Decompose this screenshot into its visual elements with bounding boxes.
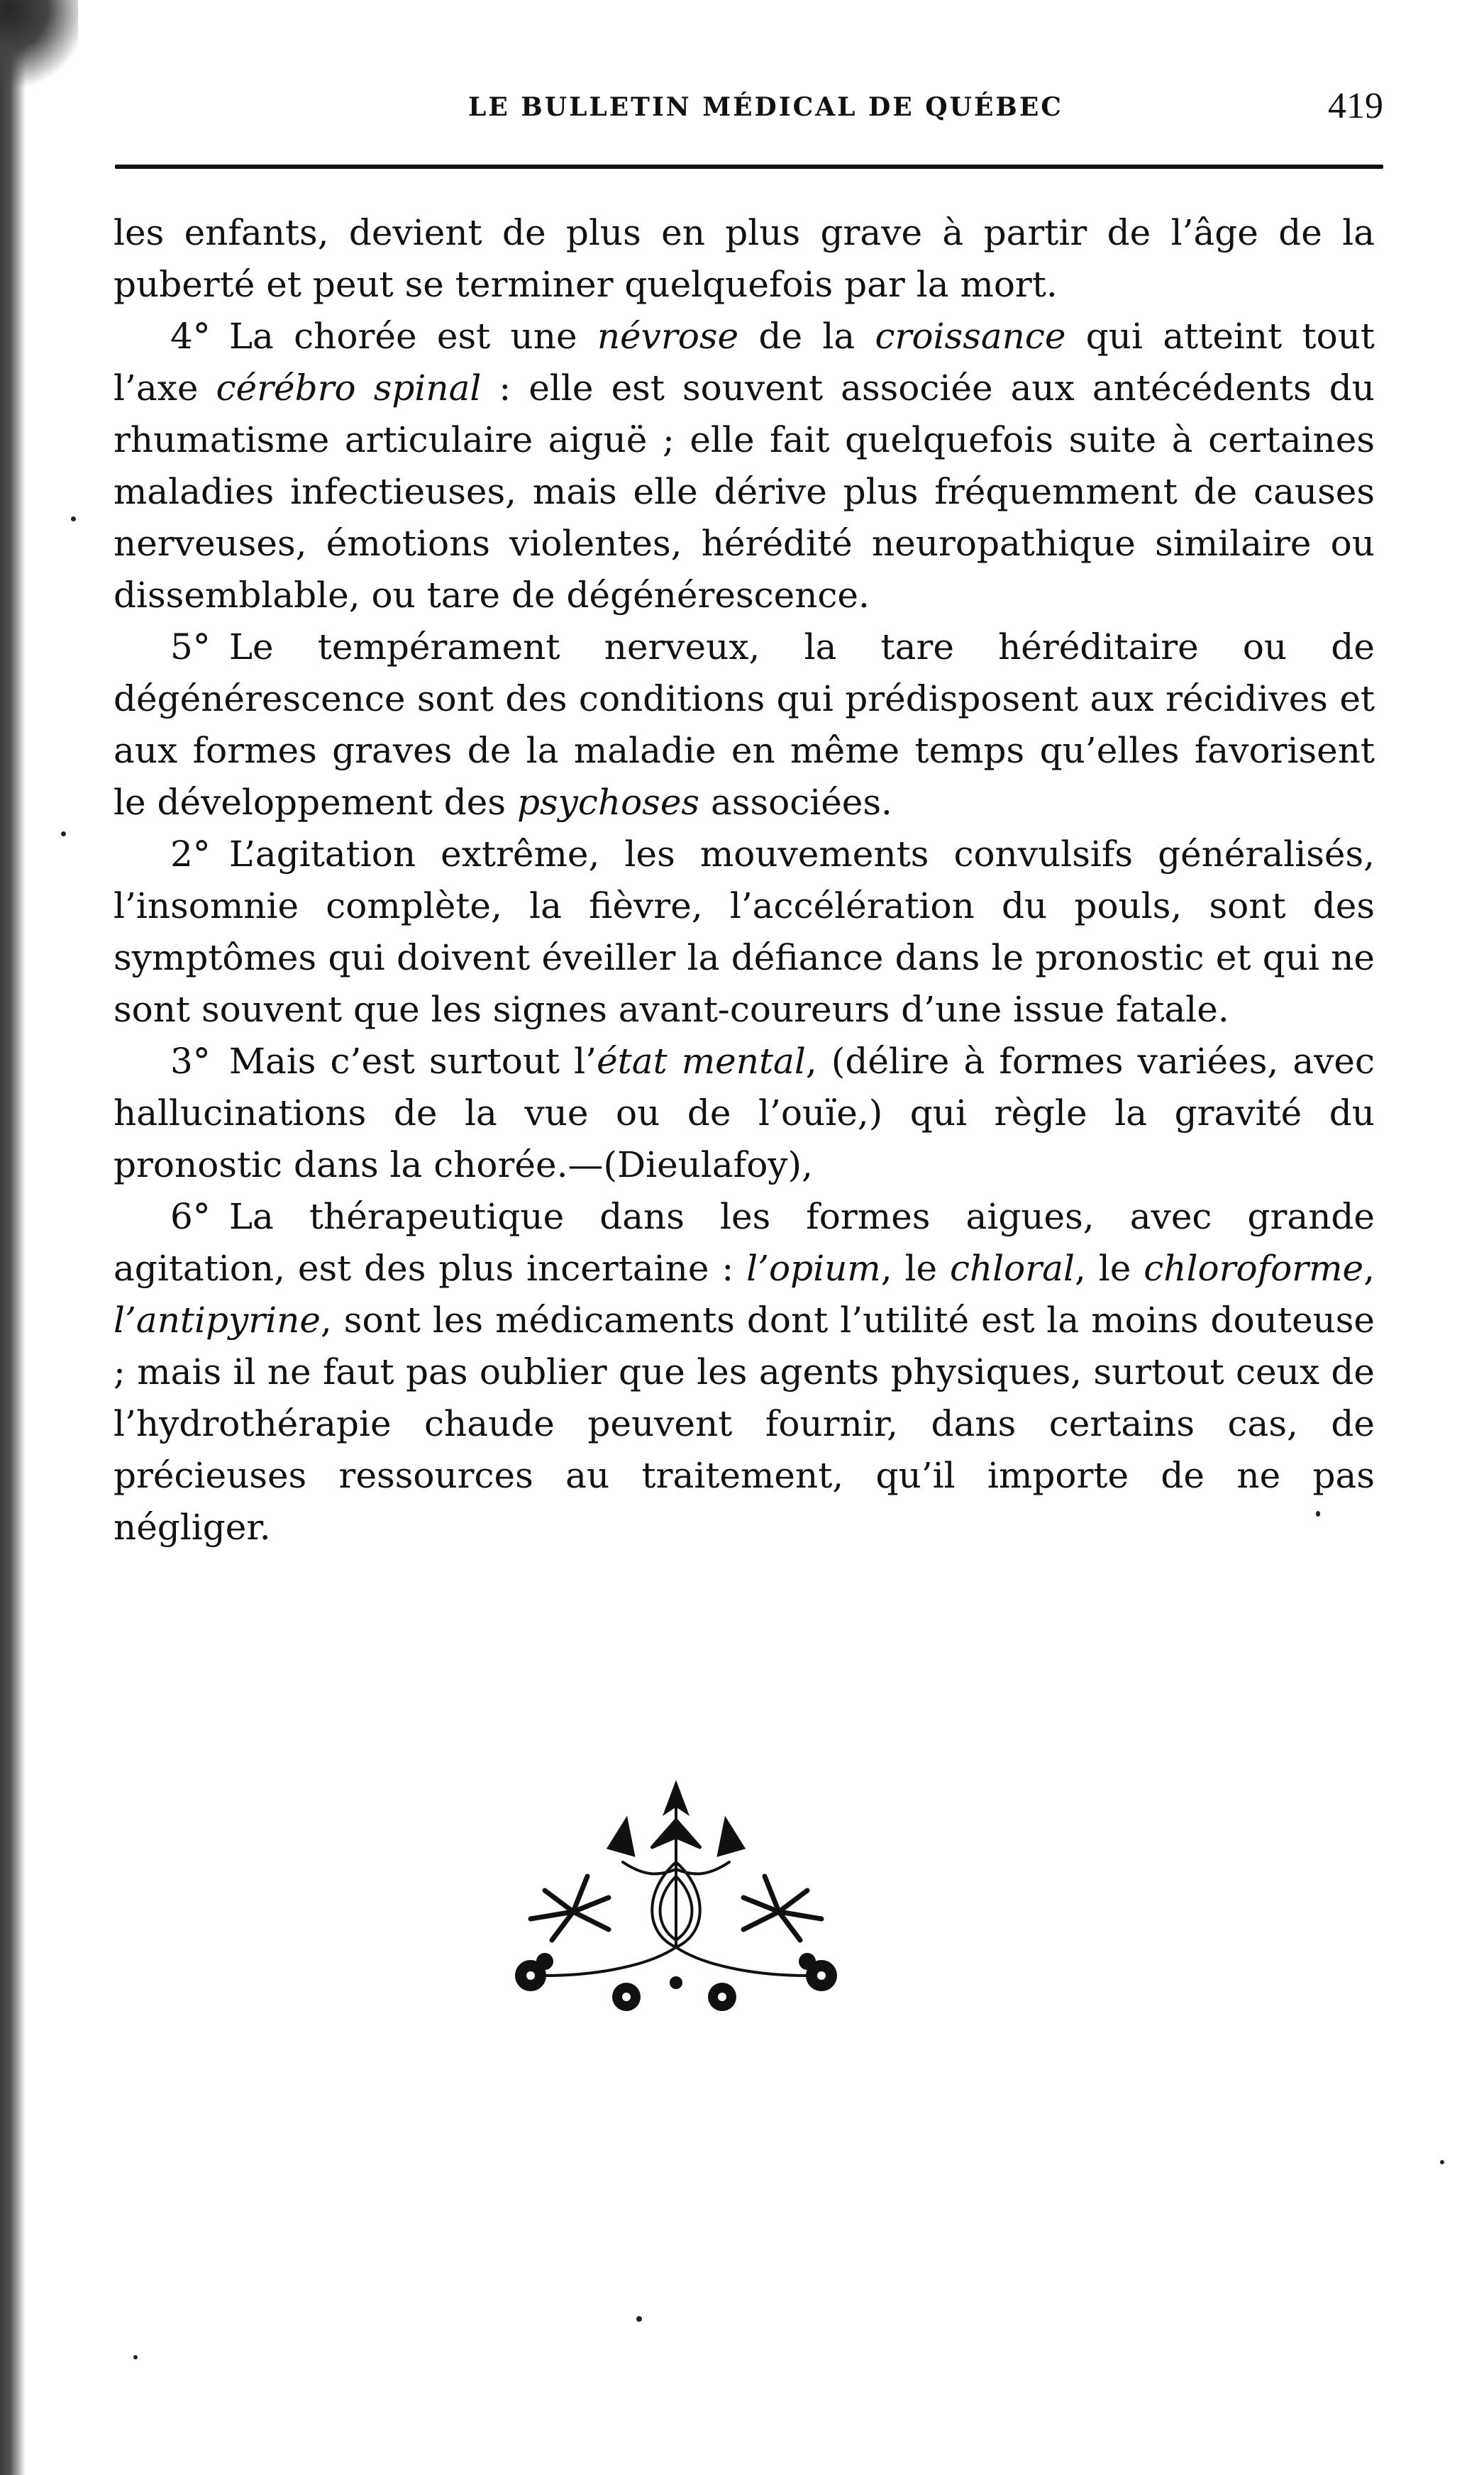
ornament-leaf (719, 1820, 743, 1855)
text-run: Mais c’est surtout l’ (228, 1041, 597, 1082)
text-run: , sont les médicaments dont l’utilité est la moins douteuse ; mais il ne faut pas oublier que les agents physiques, surtout ceux de l’hydrothérapie chaude peuvent fournir, dans certains cas, de précieuses ressources au traitement, qu’il importe de ne pas négliger. (113, 1300, 1375, 1548)
paragraph-numbered (113, 1191, 1375, 1554)
paragraph-numbered (113, 621, 1375, 829)
text-run: , (1363, 1248, 1375, 1289)
text-run: , le (880, 1248, 950, 1289)
ornament-branch (545, 1947, 676, 1976)
text-run: les enfants, devient de plus en plus grave à partir de l’âge de la puberté et peut se terminer quelquefois par la mort. (113, 212, 1375, 305)
scan-speck (61, 831, 66, 836)
italic-term: chloroforme (1144, 1248, 1364, 1289)
italic-term: l’antipyrine (113, 1300, 321, 1341)
scan-speck (71, 516, 76, 521)
text-run: associées. (699, 782, 892, 823)
ornament-tendril (676, 1862, 729, 1874)
ornament-branch (676, 1947, 807, 1976)
running-title: LE BULLETIN MÉDICAL DE QUÉBEC (468, 92, 1063, 122)
ornament-flower (799, 1953, 816, 1970)
ornament-tendril (676, 1876, 692, 1940)
italic-term: cérébro spinal (216, 367, 482, 409)
italic-term: psychoses (516, 782, 700, 823)
paragraph-numbered (113, 829, 1375, 1036)
ornament-leaf (609, 1820, 633, 1855)
italic-term: état mental (597, 1041, 806, 1082)
text-run: qui atteint tout l’axe (113, 316, 1375, 409)
article-body (113, 207, 1375, 1554)
scan-edge (0, 0, 26, 2475)
paragraph-numbered (113, 311, 1375, 621)
scan-speck (636, 2316, 642, 2322)
page-number: 419 (1328, 86, 1383, 126)
paragraph-number: 3° (170, 1041, 211, 1082)
paragraph-number: 4° (170, 316, 211, 357)
ornament-leaf (743, 1876, 821, 1940)
italic-term: névrose (597, 316, 739, 357)
floral-ornament-icon (502, 1770, 850, 2025)
italic-term: chloral (949, 1248, 1075, 1289)
ornament-flower (670, 1976, 682, 1989)
text-run: Le tempérament nerveux, la tare héréditaire ou de dégénérescence sont des conditions qui prédisposent aux récidives et aux formes graves de la maladie en même temps qu’elles favorisent le développement des (113, 626, 1375, 823)
scan-speck (133, 2355, 138, 2359)
ornament-leaf (531, 1876, 609, 1940)
text-run: , (délire à formes variées, avec hallucinations de la vue ou de l’ouïe,) qui règle la gravité du pronostic dans la chorée.—(Dieulafoy), (113, 1041, 1375, 1185)
paragraph-numbered (113, 1036, 1375, 1191)
page-header (113, 85, 1383, 142)
text-run: de la (738, 316, 875, 357)
text-run: : elle est souvent associée aux antécédents du rhumatisme articulaire aiguë ; elle fait quelquefois suite à certaines maladies infectieuses, mais elle dérive plus fréquemment de causes nerveuses, émotions violentes, hérédité neuropathique similaire ou dissemblable, ou tare de dégénérescence. (113, 367, 1375, 616)
scan-speck (1440, 2160, 1444, 2164)
header-rule (115, 165, 1383, 169)
scan-speck (1316, 1511, 1320, 1517)
ornament-flower (536, 1953, 553, 1970)
text-run: , le (1074, 1248, 1144, 1289)
ornament-tendril (623, 1862, 676, 1874)
ornament-tendril (660, 1876, 677, 1940)
italic-term: croissance (875, 316, 1066, 357)
text-run: L’agitation extrême, les mouvements convulsifs généralisés, l’insomnie complète, la fièvre, l’accélération du pouls, sont des symptômes qui doivent éveiller la défiance dans le pronostic et qui ne sont souvent que les signes avant-coureurs d’une issue fatale. (113, 834, 1375, 1030)
text-run: La thérapeutique dans les formes aigues, avec grande agitation, est des plus incertaine : (113, 1196, 1375, 1289)
paragraph-number: 5° (170, 626, 211, 668)
paragraph-number: 6° (170, 1196, 211, 1237)
paragraph-continuation (113, 207, 1375, 311)
text-run: La chorée est une (228, 316, 597, 357)
paragraph-number: 2° (170, 834, 211, 875)
italic-term: l’opium (746, 1248, 881, 1289)
